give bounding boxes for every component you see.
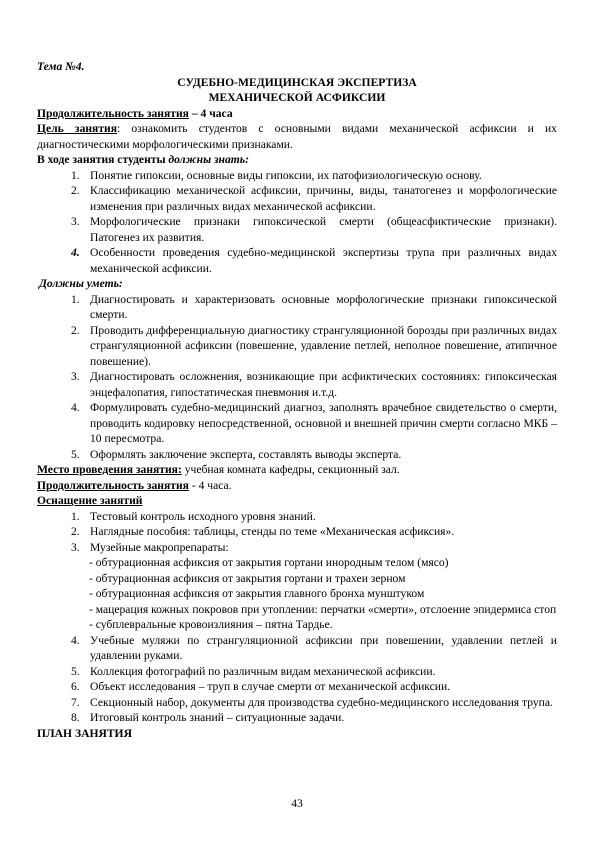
list-item-text: Диагностировать осложнения, возникающие при асфиктических состояниях: гипоксическая энцефалопатия, гипостатическая пневмония и.т.д. [90,370,557,399]
list-item-number: 3. [71,370,80,383]
list-item [37,664,557,680]
list-item-number: 5. [71,664,80,678]
topic-number: Тема №4. [37,60,85,73]
list-item-number: 6. [71,680,80,693]
duration-value: – 4 часа [188,106,233,120]
page-number: 43 [291,797,303,810]
equipment-list-continued [37,633,557,726]
goal-paragraph [37,121,557,152]
list-item-number: 3. [71,540,80,554]
plan-heading: ПЛАН ЗАНЯТИЯ [37,726,132,740]
list-item-text: Тестовый контроль исходного уровня знаний. [90,509,316,523]
specimen-item: - обтурационная асфиксия от закрытия гортани и трахеи зерном [89,571,406,585]
list-item-text: Особенности проведения судебно-медицинской экспертизы трупа при различных видах механической асфиксии. [90,246,557,275]
list-item-number: 1. [71,292,80,306]
list-item [37,540,557,556]
list-item-number: 2. [71,323,80,337]
list-item-text: Секционный набор, документы для производства судебно-медицинского исследования трупа. [90,695,553,709]
museum-specimen-list [37,555,557,633]
title-line-2: МЕХАНИЧЕСКОЙ АСФИКСИИ [208,91,386,104]
list-item [37,214,557,245]
specimen-item: - обтурационная асфиксия от закрытия гортани инородным телом (мясо) [89,556,449,569]
goal-label: Цель занятия [37,122,117,135]
document-title [37,75,557,106]
list-item [37,633,557,664]
list-item-text: Наглядные пособия: таблицы, стенды по теме «Механическая асфиксия». [90,525,455,538]
list-item [37,400,557,447]
know-heading-emph: должны знать: [168,153,249,166]
list-item-text: Проводить дифференциальную диагностику странгуляционной борозды при различных видах странгуляционной асфиксии (повешение, удавление петлей, неполное повешение, атипичное повешение). [90,323,557,368]
specimen-item: - мацерация кожных покровов при утоплении: перчатки «смерти», отслоение эпидермиса стоп [89,602,557,616]
list-item [37,710,557,726]
specimen-item: - субплевральные кровоизлияния – пятна Тардье. [89,618,333,631]
list-item [37,509,557,525]
title-line-1: СУДЕБНО-МЕДИЦИНСКАЯ ЭКСПЕРТИЗА [177,75,417,89]
list-item-text: Объект исследования – труп в случае смерти от механической асфиксии. [90,680,451,693]
duration2-text: - 4 часа. [188,478,232,492]
list-item-number: 4. [71,246,80,259]
list-item [37,447,557,463]
list-item [37,323,557,370]
list-item [37,369,557,400]
list-item-text: Учебные муляжи по странгуляционной асфиксии при повешении, удавлении петлей и удавлении руками. [90,633,557,662]
equipment-heading: Оснащение занятий [37,494,143,507]
list-item [37,695,557,711]
list-item-number: 7. [71,695,80,709]
know-heading [37,152,557,168]
list-item [37,292,557,323]
list-item-number: 5. [71,447,80,461]
list-item-text: Формулировать судебно-медицинский диагноз, заполнять врачебное свидетельство о смерти, проводить кодировку непосредственной, основной и внешней причин смерти согласно МКБ – 10 пересмотра. [90,401,557,445]
place-label: Место проведения занятия: [37,463,182,476]
list-item-number: 3. [71,215,80,228]
duration2-line [37,478,557,494]
list-item-text: Морфологические признаки гипоксической смерти (общеасфиктические признаки). Патогенез их развития. [90,215,557,244]
list-item-text: Оформлять заключение эксперта, составлять выводы эксперта. [90,447,402,461]
list-item-text: Классификацию механической асфиксии, причины, виды, танатогенез и морфологические изменения при различных видах механической асфиксии. [90,184,557,213]
list-item-text: Диагностировать и характеризовать основные морфологические признаки гипоксической смерти. [90,292,557,321]
list-item-text: Понятие гипоксии, основные виды гипоксии, их патофизиологическую основу. [90,168,482,182]
list-item [37,245,557,276]
duration-line [37,106,557,122]
list-item-number: 2. [71,184,80,197]
equipment-list [37,509,557,556]
list-item-text: Музейные макропрепараты: [90,540,229,554]
list-item [37,183,557,214]
list-item-number: 8. [71,711,80,724]
skills-heading: Должны уметь: [39,277,123,290]
know-heading-prefix: В ходе занятия студенты [37,153,169,166]
list-item-number: 2. [71,525,80,538]
list-item [37,168,557,184]
list-item-number: 4. [71,633,80,647]
skills-list [37,292,557,463]
duration2-label: Продолжительность занятия [37,478,189,492]
place-text: учебная комната кафедры, секционный зал. [181,463,400,476]
list-item-number: 1. [71,168,80,182]
list-item-number: 4. [71,401,80,414]
goal-text: : ознакомить студентов с основными видами механической асфиксии и их диагностическими морфологическими признаками. [37,122,557,151]
know-list [37,168,557,277]
list-item-text: Коллекция фотографий по различным видам механической асфиксии. [90,664,436,678]
list-item-text: Итоговый контроль знаний – ситуационные задачи. [90,711,345,724]
duration-label: Продолжительность занятия [37,106,189,120]
list-item-number: 1. [71,509,80,523]
specimen-item: - обтурационная асфиксия от закрытия главного бронха мунштуком [89,587,425,600]
place-line [37,462,557,478]
list-item [37,679,557,695]
list-item [37,524,557,540]
